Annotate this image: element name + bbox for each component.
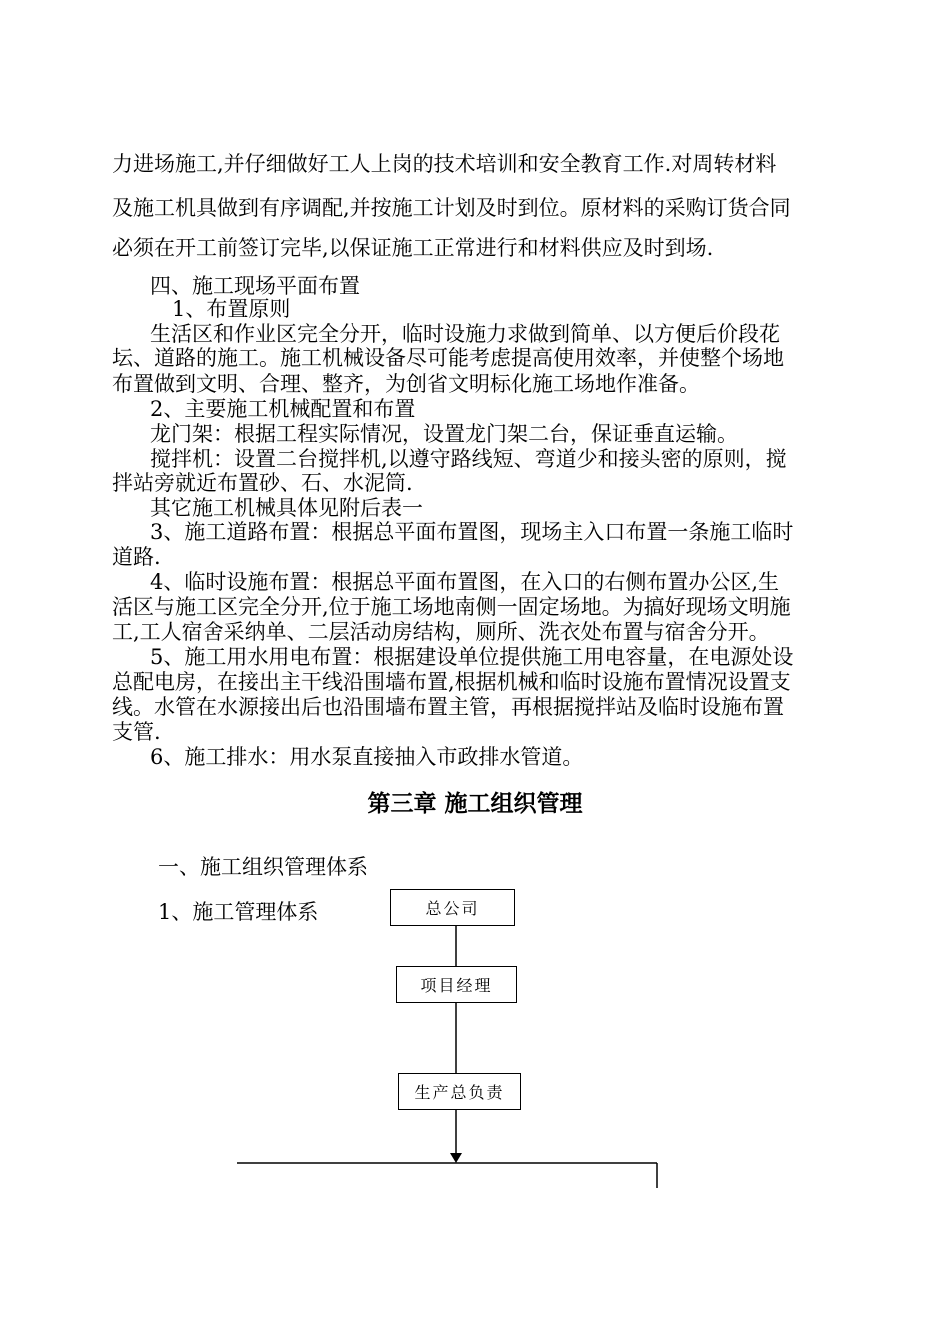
paragraph-line: 必须在开工前签订完毕,以保证施工正常进行和材料供应及时到场. — [112, 236, 714, 260]
org-node-project-manager: 项目经理 — [396, 966, 517, 1003]
paragraph-line: 搅拌机：设置二台搅拌机,以遵守路线短、弯道少和接头密的原则，搅 — [150, 447, 787, 471]
subsection-heading: 1、布置原则 — [172, 297, 291, 321]
subsection-heading: 1、施工管理体系 — [158, 900, 319, 924]
org-node-production-head: 生产总负责 — [398, 1073, 521, 1110]
paragraph-line: 4、临时设施布置：根据总平面布置图，在入口的右侧布置办公区,生 — [150, 570, 780, 594]
paragraph-line: 总配电房，在接出主干线沿围墙布置,根据机械和临时设施布置情况设置支 — [112, 670, 791, 694]
section-heading: 一、施工组织管理体系 — [158, 855, 368, 879]
paragraph-line: 及施工机具做到有序调配,并按施工计划及时到位。原材料的采购订货合同 — [112, 196, 791, 220]
subsection-heading: 2、主要施工机械配置和布置 — [150, 397, 416, 421]
paragraph-line: 龙门架：根据工程实际情况，设置龙门架二台，保证垂直运输。 — [150, 422, 738, 446]
paragraph-line: 力进场施工,并仔细做好工人上岗的技术培训和安全教育工作.对周转材料 — [112, 152, 777, 176]
paragraph-line: 活区与施工区完全分开,位于施工场地南侧一固定场地。为搞好现场文明施 — [112, 595, 791, 619]
paragraph-line: 拌站旁就近布置砂、石、水泥筒. — [112, 471, 413, 495]
paragraph-line: 5、施工用水用电布置：根据建设单位提供施工用电容量，在电源处设 — [150, 645, 794, 669]
paragraph-line: 其它施工机械具体见附后表一 — [150, 496, 423, 520]
paragraph-line: 布置做到文明、合理、整齐，为创省文明标化施工场地作准备。 — [112, 372, 700, 396]
paragraph-line: 支管. — [112, 720, 161, 744]
paragraph-line: 线。水管在水源接出后也沿围墙布置主管，再根据搅拌站及临时设施布置 — [112, 695, 784, 719]
arrowhead — [450, 1153, 462, 1163]
paragraph-line: 工,工人宿舍采纳单、二层活动房结构，厕所、洗衣处布置与宿舍分开。 — [112, 620, 770, 644]
chapter-title: 第三章 施工组织管理 — [367, 791, 583, 817]
paragraph-line: 生活区和作业区完全分开，临时设施力求做到简单、以方便后价段花 — [150, 322, 780, 346]
paragraph-line: 坛、道路的施工。施工机械设备尽可能考虑提高使用效率，并使整个场地 — [112, 346, 784, 370]
paragraph-line: 3、施工道路布置：根据总平面布置图，现场主入口布置一条施工临时 — [150, 520, 794, 544]
paragraph-line: 道路. — [112, 545, 161, 569]
paragraph-line: 6、施工排水：用水泵直接抽入市政排水管道。 — [150, 745, 584, 769]
org-node-company: 总公司 — [390, 889, 515, 926]
section-heading: 四、施工现场平面布置 — [150, 274, 360, 298]
